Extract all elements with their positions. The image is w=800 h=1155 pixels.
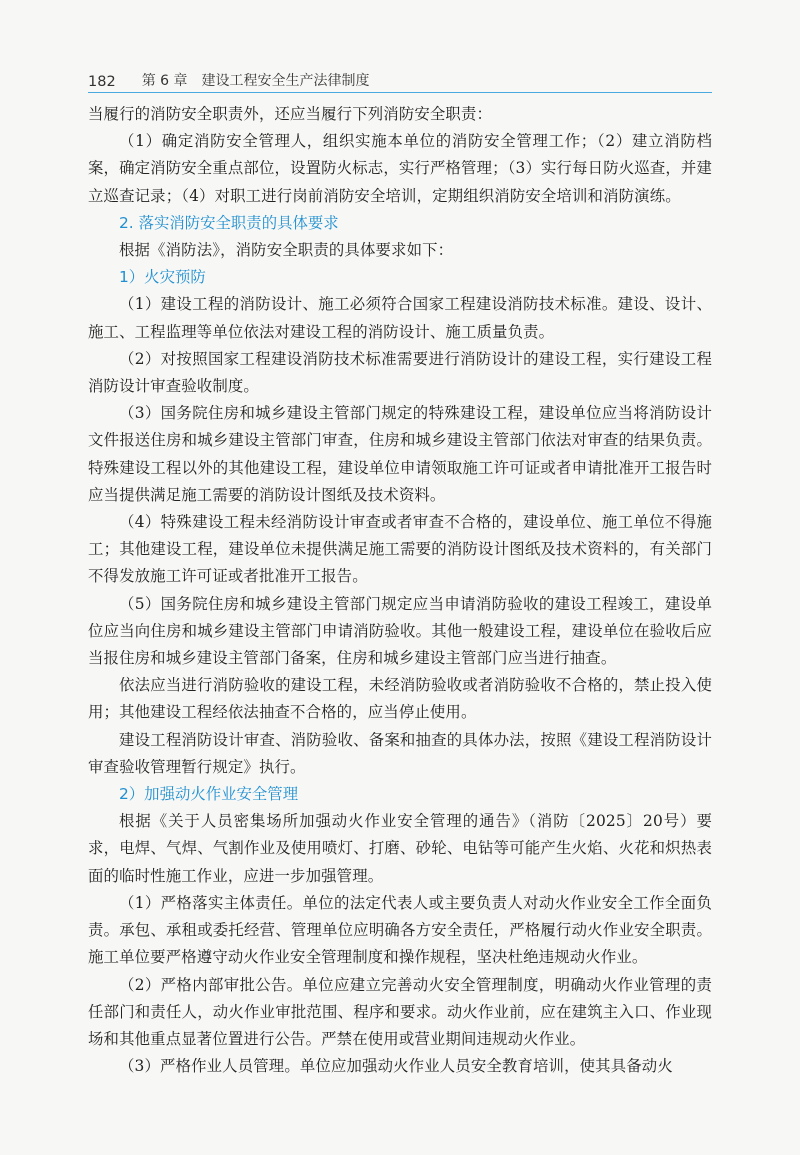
running-header <box>88 60 712 90</box>
page-number: 182 <box>88 74 116 90</box>
section-heading: 2. 落实消防安全职责的具体要求 <box>119 213 339 232</box>
paragraph: 当履行的消防安全职责外，还应当履行下列消防安全职责： <box>88 105 493 123</box>
paragraph: 依法应当进行消防验收的建设工程，未经消防验收或者消防验收不合格的，禁止投入使用；其他建设工程经依法抽查不合格的，应当停止使用。 <box>88 676 712 722</box>
paragraph: （2）严格内部审批公告。单位应建立完善动火安全管理制度，明确动火作业管理的责任部门和责任人，动火作业审批范围、程序和要求。动火作业前，应在建筑主入口、作业现场和其他重点显著位置进行公告。严禁在使用或营业期间违规动火作业。 <box>88 975 712 1048</box>
paragraph: （4）特殊建设工程未经消防设计审查或者审查不合格的，建设单位、施工单位不得施工；其他建设工程，建设单位未提供满足施工需要的消防设计图纸及技术资料的，有关部门不得发放施工许可证或者批准开工报告。 <box>88 513 712 586</box>
header-rule <box>88 92 712 93</box>
paragraph: （1）确定消防安全管理人，组织实施本单位的消防安全管理工作；（2）建立消防档案，确定消防安全重点部位，设置防火标志，实行严格管理；（3）实行每日防火巡查，并建立巡查记录；（4）对职工进行岗前消防安全培训，定期组织消防安全培训和消防演练。 <box>88 132 712 205</box>
paragraph: （1）建设工程的消防设计、施工必须符合国家工程建设消防技术标准。建设、设计、施工、工程监理等单位依法对建设工程的消防设计、施工质量负责。 <box>88 295 712 341</box>
paragraph: （3）严格作业人员管理。单位应加强动火作业人员安全教育培训，使其具备动火 <box>119 1057 673 1076</box>
chapter-title: 建设工程安全生产法律制度 <box>201 73 370 89</box>
paragraph: （2）对按照国家工程建设消防技术标准需要进行消防设计的建设工程，实行建设工程消防设计审查验收制度。 <box>88 349 712 396</box>
subsection-heading: 1）火灾预防 <box>119 268 206 287</box>
paragraph: （5）国务院住房和城乡建设主管部门规定应当申请消防验收的建设工程竣工，建设单位应当向住房和城乡建设主管部门申请消防验收。其他一般建设工程，建设单位在验收后应当报住房和城乡建设主管部门备案，住房和城乡建设主管部门应当进行抽查。 <box>88 594 712 668</box>
paragraph: （3）国务院住房和城乡建设主管部门规定的特殊建设工程，建设单位应当将消防设计文件报送住房和城乡建设主管部门审查，住房和城乡建设主管部门依法对审查的结果负责。特殊建设工程以外的其他建设工程，建设单位申请领取施工许可证或者申请批准开工报告时应当提供满足施工需要的消防设计图纸及技术资料。 <box>88 404 712 504</box>
paragraph: 建设工程消防设计审查、消防验收、备案和抽查的具体办法，按照《建设工程消防设计审查验收管理暂行规定》执行。 <box>88 730 712 776</box>
paragraph: 根据《关于人员密集场所加强动火作业安全管理的通告》（消防〔2025〕20号）要求，电焊、气焊、气割作业及使用喷灯、打磨、砂轮、电钻等可能产生火焰、火花和炽热表面的临时性施工作业，应进一步加强管理。 <box>88 812 712 885</box>
subsection-heading: 2）加强动火作业安全管理 <box>119 785 299 804</box>
chapter-number: 第 6 章 <box>141 73 188 89</box>
page-body <box>88 101 712 1080</box>
paragraph: 根据《消防法》，消防安全职责的具体要求如下： <box>119 241 454 260</box>
paragraph: （1）严格落实主体责任。单位的法定代表人或主要负责人对动火作业安全工作全面负责。承包、承租或委托经营、管理单位应明确各方安全责任，严格履行动火作业安全职责。施工单位要严格遵守动火作业安全管理制度和操作规程，坚决杜绝违规动火作业。 <box>88 893 712 967</box>
